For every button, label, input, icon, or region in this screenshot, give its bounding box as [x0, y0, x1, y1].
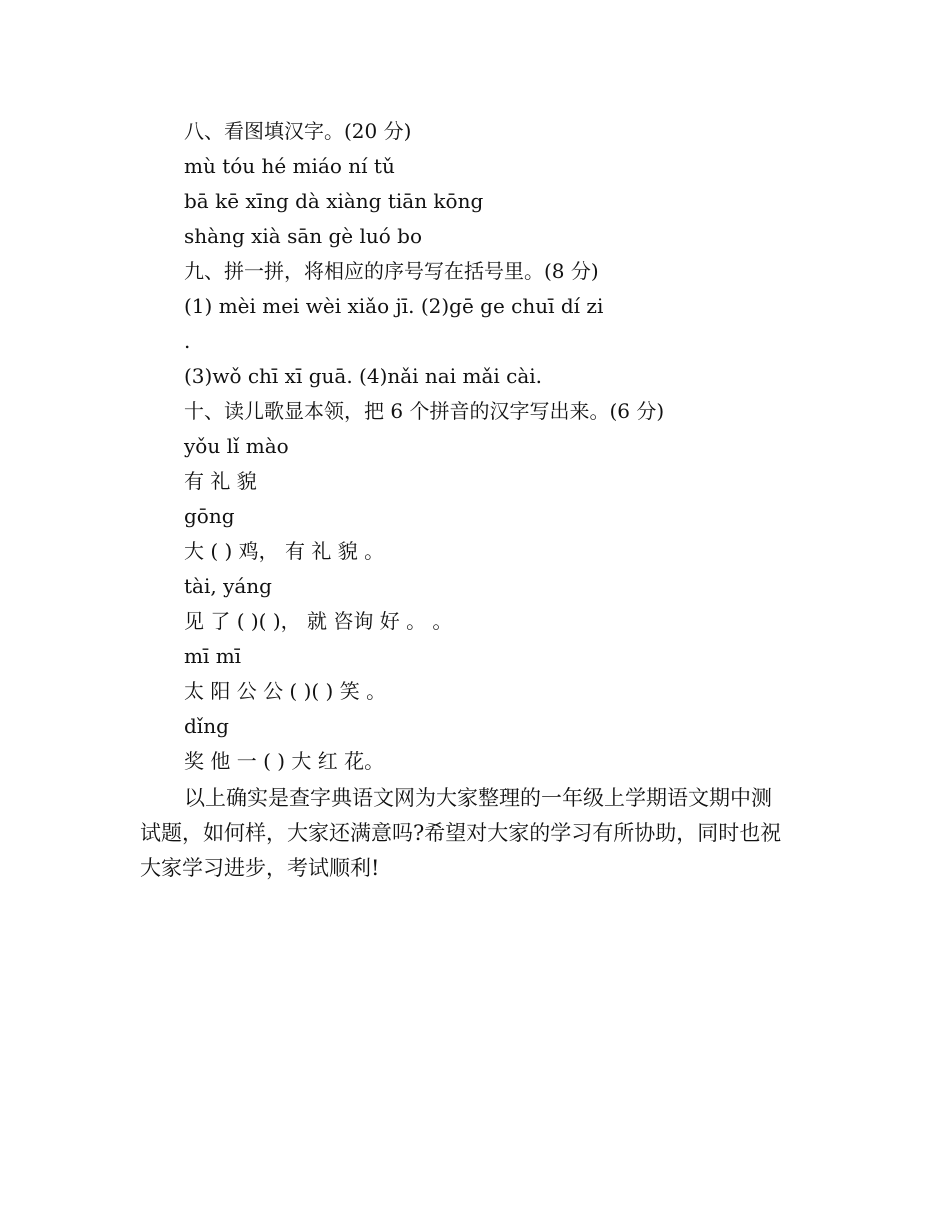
- pinyin-line: mī mī: [184, 644, 242, 668]
- sentence-line: (1) mèi mei wèi xiǎo jī. (2)gē ge chuī dí zi: [184, 294, 604, 318]
- sentence-line: (3)wǒ chī xī guā. (4)nǎi nai mǎi cài.: [184, 364, 543, 388]
- hanzi-line: 有 礼 貌: [184, 469, 257, 493]
- closing-paragraph: [140, 781, 816, 886]
- section-8-heading: 八、看图填汉字。(20 分): [184, 119, 412, 143]
- closing-line: 以上确实是查字典语文网为大家整理的一年级上学期语文期中测: [184, 786, 772, 810]
- pinyin-line: mù tóu hé miáo ní tǔ: [184, 154, 395, 178]
- section-10-heading: 十、读儿歌显本领，把 6 个拼音的汉字写出来。(6 分): [184, 399, 665, 423]
- pinyin-line: shàng xià sān gè luó bo: [184, 224, 423, 248]
- closing-line: 试题，如何样，大家还满意吗?希望对大家的学习有所协助，同时也祝: [140, 821, 782, 845]
- hanzi-line: 太 阳 公 公 ( )( ) 笑 。: [184, 679, 387, 703]
- pinyin-line: yǒu lǐ mào: [184, 434, 289, 458]
- section-9-heading: 九、拼一拼，将相应的序号写在括号里。(8 分): [184, 259, 599, 283]
- hanzi-line: 奖 他 一 ( ) 大 红 花。: [184, 749, 385, 773]
- pinyin-line: bā kē xīng dà xiàng tiān kōng: [184, 189, 484, 213]
- sentence-line: .: [184, 329, 191, 353]
- hanzi-line: 见 了 ( )( )， 就 咨询 好 。 。: [184, 609, 453, 633]
- hanzi-line: 大 ( ) 鸡， 有 礼 貌 。: [184, 539, 385, 563]
- pinyin-line: tài, yáng: [184, 574, 272, 598]
- pinyin-line: dǐng: [184, 714, 229, 738]
- pinyin-line: gōng: [184, 504, 235, 528]
- closing-line: 大家学习进步，考试顺利!: [140, 856, 380, 880]
